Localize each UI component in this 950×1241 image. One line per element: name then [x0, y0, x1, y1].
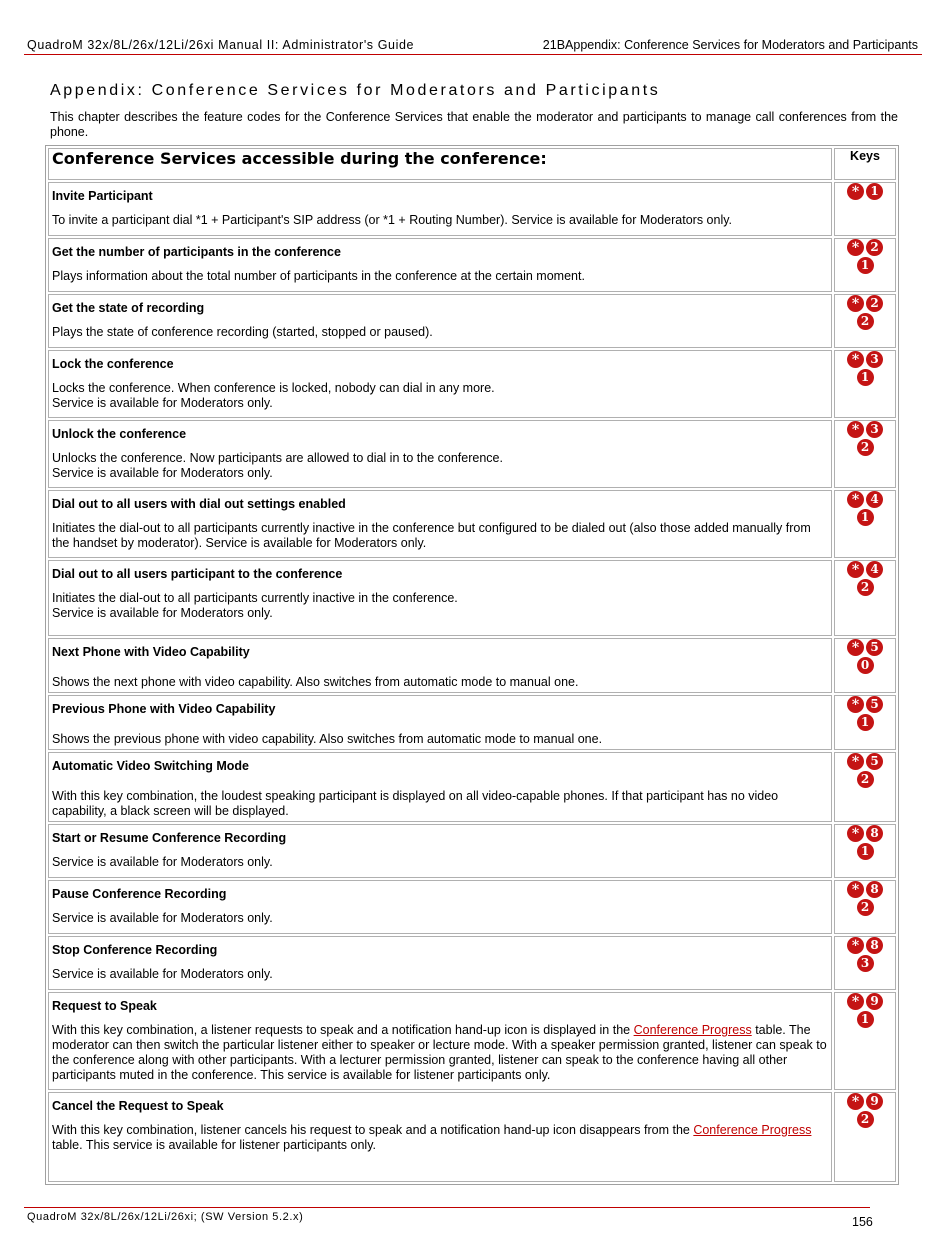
- key-sequence: [834, 350, 896, 418]
- key-sequence: [834, 182, 896, 236]
- star-key-icon: *: [847, 239, 864, 256]
- table-row: [48, 238, 896, 292]
- digit-key-icon: 1: [857, 509, 874, 526]
- service-description: [52, 732, 828, 747]
- service-description: [52, 911, 828, 926]
- service-title: Cancel the Request to Speak: [52, 1099, 224, 1113]
- star-key-icon: *: [847, 295, 864, 312]
- digit-key-icon: 4: [866, 561, 883, 578]
- service-title: Get the number of participants in the conference: [52, 245, 341, 259]
- star-key-icon: *: [847, 753, 864, 770]
- digit-key-icon: 2: [866, 239, 883, 256]
- table-row: [48, 880, 896, 934]
- service-title: Get the state of recording: [52, 301, 205, 315]
- key-sequence: [834, 638, 896, 693]
- description-text: table. The moderator can then switch the particular listener either to speaker or lecture mode. With a speaker permission granted, listener can speak to the conference along with other participants. With a lecturer permission granted, listener can speak to the conference having all other participants muted in the conference. This service is available for listener participants only.: [52, 1023, 827, 1082]
- service-cell: [48, 560, 832, 636]
- star-key-icon: *: [847, 491, 864, 508]
- star-key-icon: *: [847, 639, 864, 656]
- service-cell: [48, 238, 832, 292]
- service-title: Previous Phone with Video Capability: [52, 702, 276, 716]
- digit-key-icon: 1: [857, 257, 874, 274]
- star-key-icon: *: [847, 421, 864, 438]
- description-line: Service is available for Moderators only.: [52, 855, 273, 869]
- key-sequence: [834, 992, 896, 1090]
- service-cell: [48, 182, 832, 236]
- service-description: [52, 381, 828, 411]
- description-line: Plays the state of conference recording (started, stopped or paused).: [52, 325, 433, 339]
- key-sequence: [834, 936, 896, 990]
- table-header-row: [48, 148, 896, 180]
- service-cell: [48, 992, 832, 1090]
- service-title: Stop Conference Recording: [52, 943, 218, 957]
- table-heading: Conference Services accessible during the conference:: [48, 148, 832, 180]
- service-description: [52, 855, 828, 870]
- table-row: [48, 695, 896, 750]
- key-sequence: [834, 560, 896, 636]
- key-sequence: [834, 824, 896, 878]
- digit-key-icon: 8: [866, 881, 883, 898]
- service-title: Start or Resume Conference Recording: [52, 831, 287, 845]
- service-description: [52, 213, 828, 228]
- digit-key-icon: 0: [857, 657, 874, 674]
- description-line: Locks the conference. When conference is locked, nobody can dial in any more.: [52, 381, 495, 395]
- service-title: Next Phone with Video Capability: [52, 645, 250, 659]
- table-body: [48, 182, 896, 1182]
- service-title: Automatic Video Switching Mode: [52, 759, 250, 773]
- description-line: With this key combination, the loudest speaking participant is displayed on all video-capable phones. If that participant has no video capability, a black screen will be displayed.: [52, 789, 779, 818]
- service-description: [52, 521, 828, 551]
- keys-column-heading: Keys: [834, 148, 896, 180]
- service-cell: [48, 824, 832, 878]
- running-header-right: 21BAppendix: Conference Services for Moderators and Participants: [542, 38, 918, 52]
- service-cell: [48, 638, 832, 693]
- star-key-icon: *: [847, 696, 864, 713]
- digit-key-icon: 2: [857, 771, 874, 788]
- digit-key-icon: 3: [866, 351, 883, 368]
- description-line: Service is available for Moderators only.: [52, 967, 273, 981]
- digit-key-icon: 9: [866, 993, 883, 1010]
- description-text: With this key combination, listener cancels his request to speak and a notification hand-up icon disappears from the: [52, 1123, 694, 1137]
- description-line: Shows the previous phone with video capability. Also switches from automatic mode to manual one.: [52, 732, 603, 746]
- description-line: Service is available for Moderators only.: [52, 396, 273, 410]
- star-key-icon: *: [847, 881, 864, 898]
- service-title: Unlock the conference: [52, 427, 187, 441]
- digit-key-icon: 1: [857, 714, 874, 731]
- service-description: [52, 325, 828, 340]
- service-description: [52, 967, 828, 982]
- table-row: [48, 420, 896, 488]
- digit-key-icon: 9: [866, 1093, 883, 1110]
- key-sequence: [834, 752, 896, 822]
- service-description: [52, 269, 828, 284]
- table-row: [48, 560, 896, 636]
- footer-rule: [24, 1207, 870, 1208]
- digit-key-icon: 1: [866, 183, 883, 200]
- key-sequence: [834, 294, 896, 348]
- intro-paragraph: This chapter describes the feature codes for the Conference Services that enable the moderator and participants to manage call conferences from the phone.: [50, 110, 898, 139]
- digit-key-icon: 1: [857, 843, 874, 860]
- table-row: [48, 182, 896, 236]
- description-text: With this key combination, a listener requests to speak and a notification hand-up icon is displayed in the: [52, 1023, 634, 1037]
- table-row: [48, 936, 896, 990]
- service-cell: [48, 420, 832, 488]
- service-title: Request to Speak: [52, 999, 157, 1013]
- conference-services-table: [45, 145, 899, 1185]
- key-sequence: [834, 880, 896, 934]
- conference-progress-link[interactable]: Conference Progress: [693, 1123, 812, 1137]
- digit-key-icon: 8: [866, 825, 883, 842]
- key-sequence: [834, 695, 896, 750]
- service-cell: [48, 294, 832, 348]
- description-line: Service is available for Moderators only.: [52, 911, 273, 925]
- description-line: Initiates the dial-out to all participants currently inactive in the conference but configured to be dialed out (also those added manually from the handset by moderator). Service is available for Moderators only.: [52, 521, 811, 550]
- digit-key-icon: 5: [866, 639, 883, 656]
- service-description: [52, 1023, 828, 1083]
- description-line: Unlocks the conference. Now participants are allowed to dial in to the conference.: [52, 451, 503, 465]
- star-key-icon: *: [847, 1093, 864, 1110]
- star-key-icon: *: [847, 937, 864, 954]
- digit-key-icon: 1: [857, 369, 874, 386]
- key-sequence: [834, 420, 896, 488]
- digit-key-icon: 2: [857, 1111, 874, 1128]
- service-cell: [48, 1092, 832, 1182]
- service-cell: [48, 490, 832, 558]
- service-description: [52, 591, 828, 621]
- table-row: [48, 752, 896, 822]
- digit-key-icon: 4: [866, 491, 883, 508]
- service-title: Dial out to all users with dial out settings enabled: [52, 497, 346, 511]
- page-number: 156: [852, 1215, 873, 1229]
- service-cell: [48, 695, 832, 750]
- description-line: Service is available for Moderators only.: [52, 606, 273, 620]
- conference-progress-link[interactable]: Conference Progress: [633, 1023, 752, 1037]
- star-key-icon: *: [847, 825, 864, 842]
- key-sequence: [834, 238, 896, 292]
- digit-key-icon: 3: [857, 955, 874, 972]
- service-cell: [48, 752, 832, 822]
- digit-key-icon: 1: [857, 1011, 874, 1028]
- service-title: Invite Participant: [52, 189, 153, 203]
- table-row: [48, 350, 896, 418]
- digit-key-icon: 5: [866, 696, 883, 713]
- digit-key-icon: 2: [857, 899, 874, 916]
- star-key-icon: *: [847, 351, 864, 368]
- star-key-icon: *: [847, 993, 864, 1010]
- digit-key-icon: 5: [866, 753, 883, 770]
- table-row: [48, 638, 896, 693]
- table-row: [48, 1092, 896, 1182]
- star-key-icon: *: [847, 561, 864, 578]
- page-title: Appendix: Conference Services for Moderators and Participants: [50, 82, 661, 99]
- table-row: [48, 294, 896, 348]
- footer-text: QuadroM 32x/8L/26x/12Li/26xi; (SW Version 5.2.x): [27, 1211, 304, 1223]
- running-header-left: QuadroM 32x/8L/26x/12Li/26xi Manual II: Administrator's Guide: [27, 38, 415, 52]
- description-line: Plays information about the total number of participants in the conference at the certain moment.: [52, 269, 585, 283]
- service-title: Dial out to all users participant to the conference: [52, 567, 343, 581]
- service-description: [52, 1123, 828, 1153]
- description-line: Initiates the dial-out to all participants currently inactive in the conference.: [52, 591, 458, 605]
- description-line: Shows the next phone with video capability. Also switches from automatic mode to manual one.: [52, 675, 579, 689]
- service-cell: [48, 350, 832, 418]
- description-line: Service is available for Moderators only.: [52, 466, 273, 480]
- digit-key-icon: 2: [857, 579, 874, 596]
- description-text: table. This service is available for listener participants only.: [52, 1138, 376, 1152]
- header-rule: [24, 54, 922, 55]
- service-title: Pause Conference Recording: [52, 887, 227, 901]
- star-key-icon: *: [847, 183, 864, 200]
- service-title: Lock the conference: [52, 357, 174, 371]
- table-row: [48, 490, 896, 558]
- service-cell: [48, 936, 832, 990]
- key-sequence: [834, 490, 896, 558]
- service-description: [52, 451, 828, 481]
- service-cell: [48, 880, 832, 934]
- digit-key-icon: 2: [866, 295, 883, 312]
- table-row: [48, 992, 896, 1090]
- service-description: [52, 675, 828, 690]
- service-description: [52, 789, 828, 819]
- key-sequence: [834, 1092, 896, 1182]
- description-line: To invite a participant dial *1 + Participant's SIP address (or *1 + Routing Number). Service is available for Moderators only.: [52, 213, 733, 227]
- table-row: [48, 824, 896, 878]
- digit-key-icon: 2: [857, 439, 874, 456]
- digit-key-icon: 3: [866, 421, 883, 438]
- digit-key-icon: 2: [857, 313, 874, 330]
- digit-key-icon: 8: [866, 937, 883, 954]
